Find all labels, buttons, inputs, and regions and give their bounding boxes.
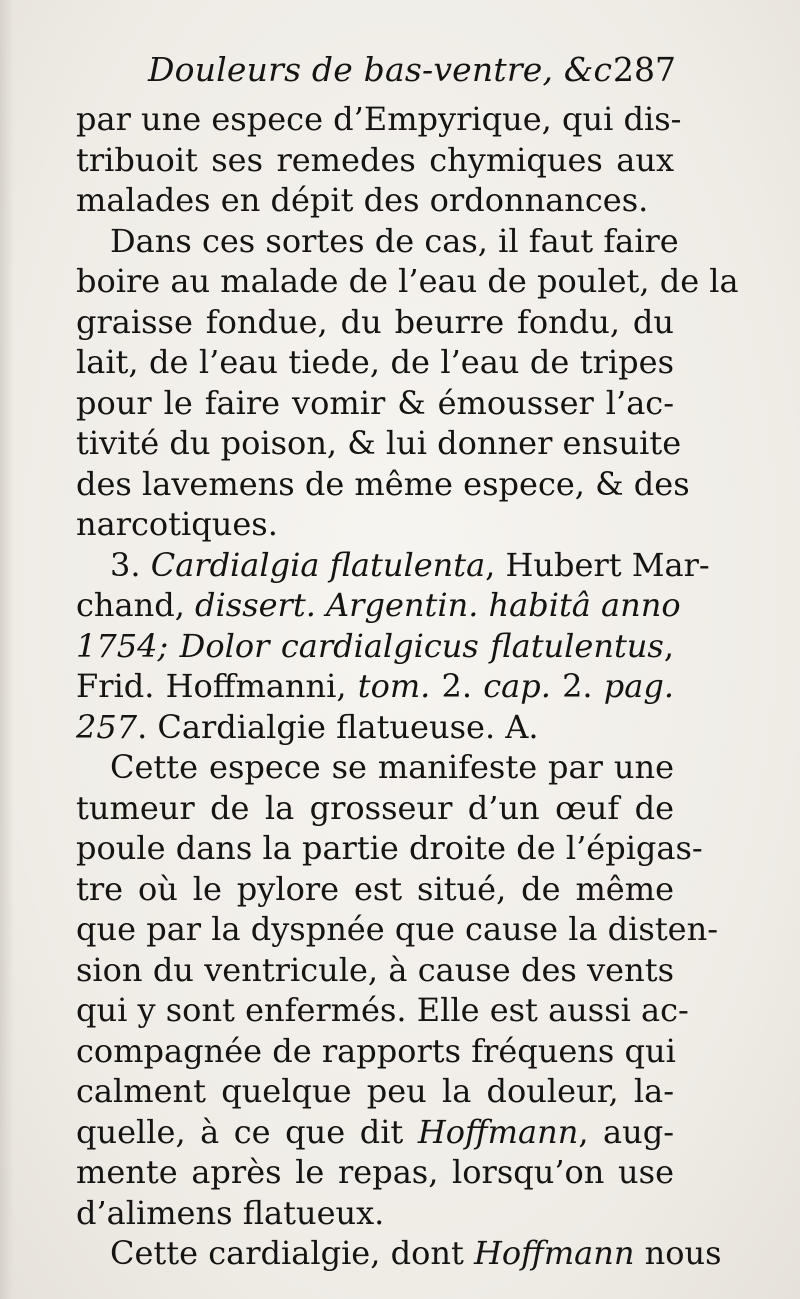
- text-span: Cette espece se manifeste par une: [110, 748, 674, 786]
- text-span: Frid. Hoffmanni,: [76, 667, 358, 705]
- text-line: [76, 504, 674, 545]
- text-span: narcotiques.: [76, 505, 278, 543]
- italic-span: 1754;: [76, 626, 180, 665]
- text-span: 2.: [430, 667, 484, 705]
- text-span: Dans ces sortes de cas, il faut faire: [110, 221, 679, 260]
- text-span: lait, de l’eau tiede, de l’eau de tripes: [76, 343, 674, 381]
- text-line: [76, 869, 674, 910]
- text-span: tivité du poison, & lui donner ensuite: [76, 424, 682, 462]
- page-edge-shadow: [0, 0, 14, 1299]
- text-line: [76, 1031, 674, 1072]
- text-line: [76, 180, 674, 221]
- text-span: 2.: [550, 667, 604, 705]
- text-line: [76, 140, 674, 181]
- italic-span: Dolor cardialgicus flatulentus: [179, 626, 664, 665]
- text-span: tre où le pylore est situé, de même: [76, 869, 674, 908]
- italic-span: Hoffmann: [417, 1112, 579, 1151]
- text-span: pour le faire vomir & émousser l’ac-: [76, 383, 674, 422]
- text-span: des lavemens de même espece, & des: [76, 464, 690, 503]
- italic-span: Cardialgia flatulenta: [150, 545, 486, 584]
- running-title: Douleurs de bas-ventre, &c.: [148, 50, 623, 89]
- text-span: , Hubert Mar-: [485, 545, 710, 584]
- text-line: [76, 464, 690, 505]
- text-span: , aug-: [578, 1112, 675, 1151]
- text-span: ,: [663, 626, 675, 665]
- text-span: chand,: [76, 586, 196, 624]
- text-line: [76, 261, 739, 302]
- text-line: [76, 221, 679, 262]
- text-line: [76, 707, 674, 748]
- text-span: 3.: [110, 545, 151, 584]
- text-line: [76, 1233, 722, 1274]
- body-text: [76, 99, 739, 1274]
- text-span: compagnée de rapports fréquens qui: [76, 1031, 676, 1070]
- page-header: [76, 44, 676, 98]
- text-span: que par la dyspnée que cause la disten-: [76, 910, 719, 948]
- text-span: . Cardialgie flatueuse. A.: [137, 707, 539, 746]
- text-span: Cette cardialgie, dont: [110, 1234, 474, 1272]
- italic-span: tom.: [357, 667, 431, 705]
- text-line: [76, 828, 703, 869]
- text-span: tribuoit ses remedes chymiques aux: [76, 140, 674, 179]
- text-line: [76, 302, 674, 343]
- text-line: [76, 585, 681, 626]
- text-line: [76, 909, 719, 950]
- text-line: [76, 1193, 674, 1234]
- text-line: [76, 1071, 674, 1112]
- text-span: boire au malade de l’eau de poulet, de la: [76, 262, 739, 300]
- text-line: [76, 626, 674, 667]
- italic-span: pag.: [603, 667, 674, 705]
- text-span: graisse fondue, du beurre fondu, du: [76, 302, 674, 341]
- text-span: poule dans la partie droite de l’épigas-: [76, 829, 703, 867]
- italic-span: cap.: [483, 667, 551, 705]
- text-line: [76, 747, 674, 788]
- text-line: [76, 383, 674, 424]
- italic-span: dissert. Argentin. habitâ anno: [195, 586, 681, 624]
- text-span: d’alimens flatueux.: [76, 1193, 385, 1232]
- italic-span: Hoffmann: [473, 1234, 635, 1272]
- text-span: quelle, à ce que dit: [76, 1112, 418, 1151]
- text-line: [76, 666, 674, 707]
- text-line: [76, 1152, 674, 1193]
- text-span: sion du ventricule, à cause des vents: [76, 950, 674, 989]
- text-line: [76, 342, 674, 383]
- text-span: tumeur de la grosseur d’un œuf de: [76, 788, 674, 827]
- text-line: [76, 1112, 674, 1153]
- text-line: [76, 545, 710, 586]
- text-span: nous: [634, 1234, 722, 1272]
- text-span: malades en dépit des ordonnances.: [76, 181, 649, 219]
- text-line: [76, 423, 682, 464]
- text-span: mente après le repas, lorsqu’on use: [76, 1153, 674, 1191]
- text-line: [76, 99, 682, 140]
- page-number: 287: [613, 50, 676, 89]
- italic-span: 257: [76, 707, 138, 746]
- text-span: par une espece d’Empyrique, qui dis-: [76, 100, 682, 138]
- text-span: calment quelque peu la douleur, la-: [76, 1072, 674, 1110]
- text-span: qui y sont enfermés. Elle est aussi ac-: [76, 991, 689, 1029]
- text-line: [76, 950, 674, 991]
- text-line: [76, 788, 674, 829]
- text-line: [76, 990, 689, 1031]
